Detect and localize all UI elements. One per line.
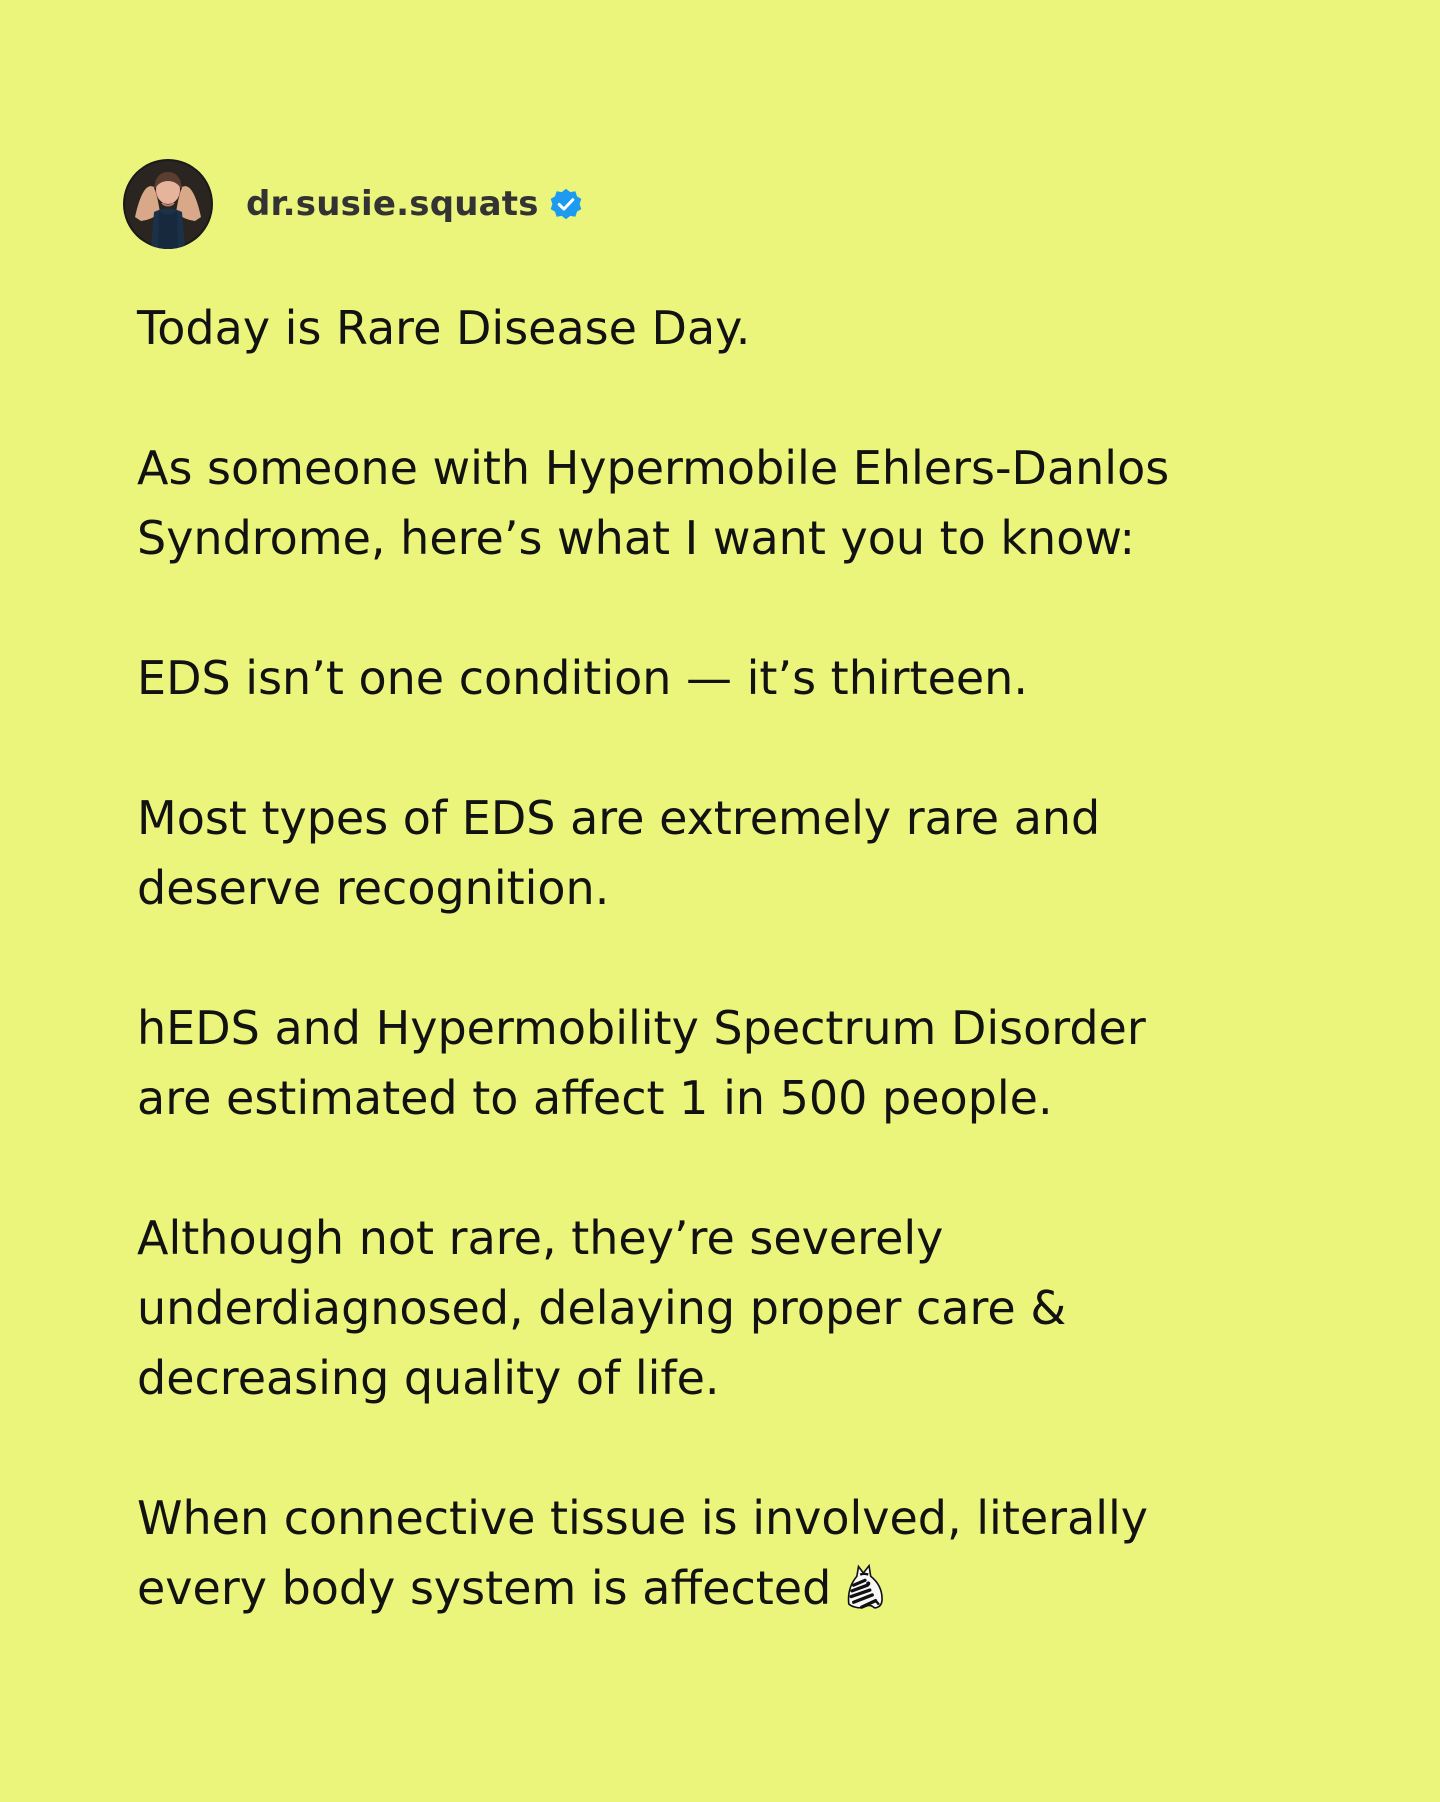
username[interactable]: dr.susie.squats (246, 184, 539, 224)
paragraph-eds-thirteen: EDS isn’t one condition — it’s thirteen. (137, 651, 1028, 705)
paragraph-rare-disease-day: Today is Rare Disease Day. (137, 301, 751, 355)
paragraph-underdiagnosed: Although not rare, they’re severely underdiagnosed, delaying proper care & decreasing quality of life. (137, 1211, 1067, 1405)
avatar[interactable] (123, 159, 213, 249)
verified-badge-icon (549, 187, 583, 221)
paragraph-heds-prevalence: hEDS and Hypermobility Spectrum Disorder are estimated to affect 1 in 500 people. (137, 1001, 1146, 1125)
post-body (137, 293, 1317, 1623)
paragraph-heds-intro: As someone with Hypermobile Ehlers-Danlos Syndrome, here’s what I want you to know: (137, 441, 1170, 565)
profile-photo-icon (123, 159, 213, 249)
zebra-icon (839, 1560, 891, 1612)
paragraph-connective-tissue-text: When connective tissue is involved, literally every body system is affected (137, 1491, 1149, 1615)
post-header (123, 158, 583, 250)
username-row (246, 184, 583, 224)
paragraph-connective-tissue (137, 1483, 1317, 1623)
paragraph-rare-types: Most types of EDS are extremely rare and deserve recognition. (137, 791, 1101, 915)
